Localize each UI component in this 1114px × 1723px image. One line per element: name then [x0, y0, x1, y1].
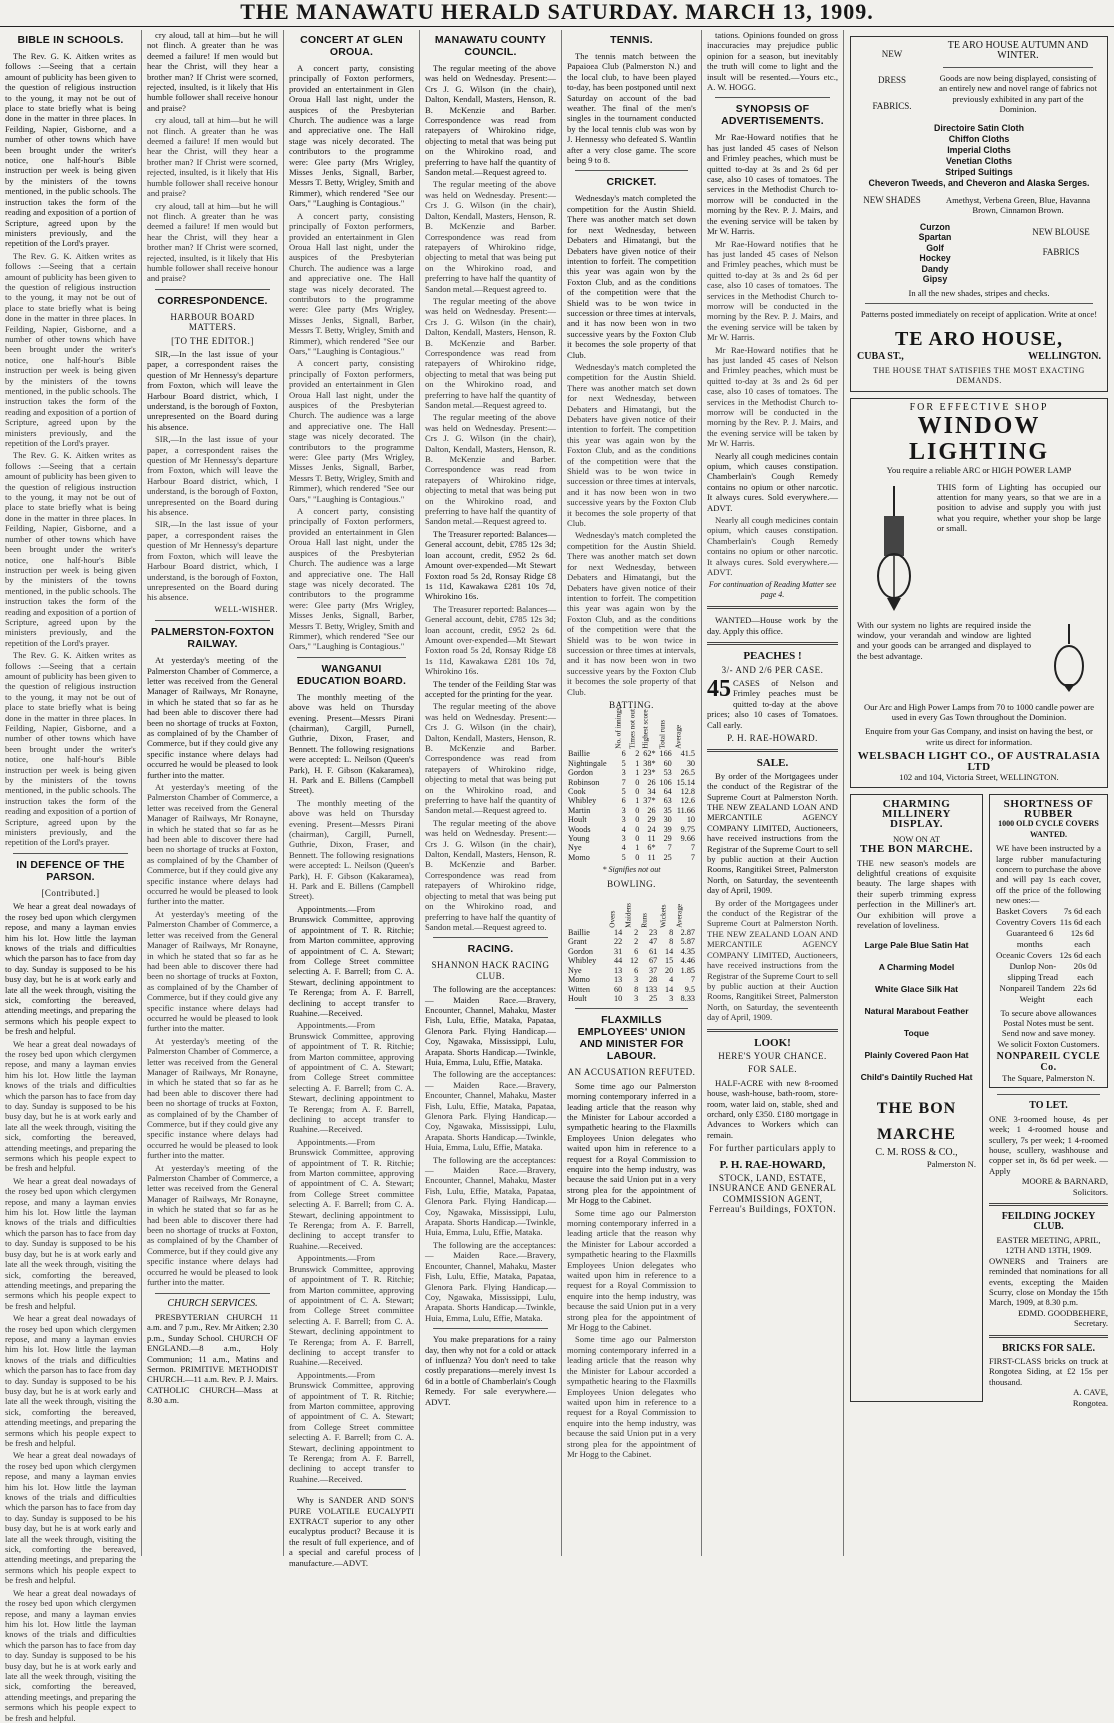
article-text: At yesterday's meeting of the Palmerston Chamber of Commerce, a letter was received from the General Manager of Railways, Mr Ronayne, in which he stated that so far as he had been able to discover there had been no shortage of trucks at Foxton, as complained of by the Chamber of Commerce, but if they could give any specific instance where delays had occurred he would be pleased to look further into the matter.: [147, 1162, 278, 1288]
contributed-label: [Contributed.]: [41, 887, 100, 898]
sale-title: SALE.: [756, 757, 789, 770]
headline-concert: CONCERT AT GLEN OROUA.: [300, 34, 403, 58]
jockey-text: OWNERS and Trainers are reminded that nominations for all events, excepting the Maiden Scurry, close on Monday the 15th March, 1909, at 8.30 p.m.: [989, 1255, 1108, 1308]
look-subtitle: HERE'S YOUR CHANCE.: [718, 1050, 827, 1061]
batting-row: Baillie 6 2 62* 166 41.5: [568, 749, 695, 759]
to-let-name: MOORE & BARNARD,: [1021, 1176, 1108, 1187]
article-text: At yesterday's meeting of the Palmerston Chamber of Commerce, a letter was received from the General Manager of Railways, Mr Ronayne, in which he stated that so far as he had been able to discover there had been no shortage of trucks at Foxton, as complained of by the Chamber of Commerce, but if they could give any specific instance where delays had occurred he would be pleased to look further into the matter.: [147, 782, 278, 907]
lighting-note: Our Arc and High Power Lamps from 70 to 1000 candle power are used in every Gas Town throughout the Dominion.: [863, 701, 1095, 723]
jockey-role: Secretary.: [1073, 1318, 1108, 1329]
article-text: The following are the acceptances:— Maiden Race.—Bravery, Encounter, Channel, Mahaku, Master Fish, Lulu, Effie, Mataka, Papataa, Glenora Park. Flying Handicap.—Coy, Ngawaka, Mississippi, Lulu, Arapata. Shorts Handicap.—Twinkle, Huia, Emma, Lulu, Effie, Mataka.: [425, 1154, 556, 1238]
article-text: Appointments.—From Brunswick Committee, approving of appointment of T. R. Ritchie; from Marton committee, approving of appointment of C. A. Stewart; from College Street committee selecting A. F. Barrell; from C. A. Stewart, declining appointment to Te Rerenga; from A. F. Barrell, declining to accept transfer to Ruahine.—Received.: [289, 1136, 414, 1251]
rubber-text: WE have been instructed by a large rubber manufacturing concern to purchase the above and will pay 1s each cover, off the price of the following new ones:—: [996, 843, 1101, 906]
peaches-text: CASES of Nelson and Frimley peaches must be quitted to-day at the above prices; also 10 cases of Tomatoes. Call early.: [707, 677, 838, 730]
bowling-row: Nye 13 6 37 20 1.85: [568, 965, 695, 975]
price-row: Guaranteed 6 months 12s 6d each: [1006, 927, 1094, 949]
lower-ads: [850, 794, 1108, 1408]
article-text: Appointments.—From Brunswick Committee, approving of appointment of T. R. Ritchie; from Marton committee, approving of appointment of C. A. Stewart; from College Street committee selecting A. F. Barrell; from C. A. Stewart, declining appointment to Te Rerenga; from A. F. Barrell, declining to accept transfer to Ruahine.—Received.: [289, 1369, 414, 1484]
divider: [707, 606, 838, 609]
article-text: The regular meeting of the above was held on Wednesday. Present:—Crs J. G. Wilson (in the chair), Dalton, Kendall, Masters, Henson, R. B. McKenzie and Barber. Correspondence was read from ratepayers of Whirokino ridge, objecting to metal that was being put on the Whirokino road, and preferring to have half the quantity of Sandon metal.—Request agreed to.: [425, 701, 556, 816]
article-text: Appointments.—From Brunswick Committee, approving of appointment of T. R. Ritchie; from Marton committee, approving of appointment of C. A. Stewart; from College Street committee selecting A. F. Barrell; from C. A. Stewart, declining appointment to Te Rerenga; from A. F. Barrell, declining to accept transfer to Ruahine.—Received.: [289, 903, 414, 1018]
article-text: The regular meeting of the above was held on Wednesday. Present:—Crs J. G. Wilson (in the chair), Dalton, Kendall, Masters, Henson, R. B. McKenzie and Barber. Correspondence was read from ratepayers of Whirokino ridge, objecting to metal that was being put on the Whirokino road, and preferring to have half the quantity of Sandon metal.—Request agreed to.: [425, 412, 556, 527]
article-text: The following are the acceptances:— Maiden Race.—Bravery, Encounter, Channel, Mahaku, Master Fish, Lulu, Effie, Mataka, Papataa, Glenora Park. Flying Handicap.—Coy, Ngawaka, Mississippi, Lulu, Arapata. Shorts Handicap.—Twinkle, Huia, Emma, Lulu, Effie, Mataka.: [425, 984, 556, 1067]
lighting-text: THIS form of Lighting has occupied our attention for many years, so that we are in a position to advise and supply you with just what you require, whether your shop be large or small.: [937, 481, 1101, 534]
subhead-shannon: SHANNON HACK RACING CLUB.: [431, 960, 550, 981]
divider: [155, 620, 270, 621]
headline-racing: RACING.: [467, 943, 514, 956]
article-text: Some time ago our Palmerston morning contemporary inferred in a leading article that the reason why the Minister for Labour accorded a sympathetic hearing to the Flaxmills Employees Union delegates who waited upon him in reference to a request for a Royal Commission to enquire into the hemp industry, was because the said Union put in a very strong plea for the appointment of Mr Hogg to the Cabinet.: [567, 1207, 696, 1333]
bowling-row: Baillie 14 2 23 8 2.87: [568, 928, 695, 938]
divider: [707, 749, 838, 752]
millinery-title: CHARMING MILLINERY DISPLAY.: [882, 797, 951, 831]
article-text: The Rev. G. K. Aitken writes as follows :—Seeing that a certain amount of publicity has been given to the question of religious instruction to the young, it may not be out of place to state briefly what is being done in the matter in three places. In Feilding, Napier, Gisborne, and a number of other towns which have been brought under the writer's notice, one half-hour's Bible instruction per week is being given by the ministers of the towns mentioned, in the public schools. The instruction takes the form of the reading and exposition of a portion of Scripture, agreed upon by the ministers previously, and the repetition of the Lord's prayer.: [5, 650, 136, 848]
continuation-note: For continuation of Reading Matter see page 4.: [708, 579, 837, 599]
article-text: cry aloud, tall at him—but he will not flinch. A greater than he was deemed a failure! If men would but hear the Christ, will they hear a brother man? If Christ were scorned, rejected, insulted, is it likely that His humble follower shall receive honour and praise?: [147, 30, 278, 113]
aro-shades-label: NEW SHADES: [863, 195, 921, 205]
column-1: [0, 30, 142, 1723]
jockey-title: FEILDING JOCKEY CLUB.: [1001, 1211, 1096, 1233]
divider: [433, 937, 548, 938]
subhead-harbour-board: HARBOUR BOARD MATTERS.: [170, 311, 255, 333]
peaches-price: 3/- AND 2/6 PER CASE.: [721, 664, 824, 675]
batting-row: Whibley 6 1 37* 63 12.6: [568, 796, 695, 806]
bowling-title: BOWLING.: [607, 878, 656, 889]
article-text: cry aloud, tall at him—but he will not flinch. A greater than he was deemed a failure! If men would but hear the Christ, will they hear a brother man? If Christ were scorned, rejected, insulted, is it likely that His humble follower shall receive honour and praise?: [147, 200, 278, 284]
article-text: The Treasurer reported: Balances—General account, debit, £785 12s 3d; loan account, credit, £952 2s 6d. Amount over-expended—Mt Stewart Foxton road 5s 2d, Ronsay Ridge £8 1s 11d, Kawakawa £281 10s 7d, Whirokino 16s.: [425, 528, 556, 602]
lighting-text-2: With our system no lights are required inside the window, your verandah and window are lighted and your goods can be arranged and displayed to the best advantage.: [857, 619, 1031, 661]
price-row: Dunlop Non-slipping Tread 20s 0d each: [1007, 960, 1097, 982]
headline-flaxmills: FLAXMILLS EMPLOYEES' UNION AND MINISTER FOR LABOUR.: [577, 1014, 686, 1063]
to-let-title: TO LET.: [1029, 1100, 1068, 1112]
lighting-subtitle: You require a reliable ARC or HIGH POWER LAMP: [886, 465, 1072, 476]
article-text: tations. Opinions founded on gross inaccuracies may prejudice public opinion for a season, but inevitably the truth will come to light and the insult will be resented.—Yours etc., A. W. HOGG.: [707, 30, 838, 93]
te-aro-house-ad: [850, 36, 1108, 392]
article-text: We hear a great deal nowadays of the rosey bed upon which clergymen repose, and many a layman envies him his lot. How little the layman knows of the trials and difficulties which the parson has to face from day to day. Sunday is supposed to be his busy day, but he is at work early and late all the week through, visiting the sick, comforting the bereaved, attending meetings, and preparing the sermons which his people expect to be fresh and helpful.: [5, 1038, 137, 1174]
millinery-now: NOW ON AT: [892, 833, 941, 844]
rubber-subtitle: 1000 OLD CYCLE COVERS WANTED.: [998, 819, 1099, 839]
bowling-row: Witten 60 8 133 14 9.5: [568, 984, 695, 994]
column-7-ads: [844, 30, 1114, 1556]
batting-row: Hoult 3 0 29 30 10: [568, 815, 695, 825]
subhead-accusation: AN ACCUSATION REFUTED.: [567, 1067, 696, 1078]
article-text: Mr Rae-Howard notifies that he has just landed 45 cases of Nelson and Frimley peaches, which must be quitted to-day at 3s and 2s 6d per case, also 10 cases of tomatoes. The services in the Methodist Church to-morrow will be conducted in the morning by the Rev. P. J. Mairs, and the evening service will be taken by Mr W. Harris.: [707, 344, 838, 449]
aro-blouse-list: Curzon Spartan Golf Hockey Dandy Gipsy: [918, 221, 952, 285]
rubber-price-list: [996, 906, 1101, 1005]
headline-railway: PALMERSTON-FOXTON RAILWAY.: [151, 626, 274, 651]
divider: [297, 657, 406, 658]
bon-owner: C. M. ROSS & CO.,: [875, 1147, 958, 1159]
divider: [575, 170, 688, 171]
article-text: Wednesday's match completed the competition for the Austin Shield. There was another match set down for next Wednesday, between Debaters and Himatangi, but the Debaters have given notice of their intention to forfeit. The competition this year was again won by the Foxton Club, and as the conditions of the competition were that the Shield was to be won twice in succession or three times at intervals, and it has now been won in two successive years by the Foxton Club it becomes the sole property of that Club.: [567, 361, 696, 529]
batting-row: Woods 4 0 24 39 9.75: [568, 824, 695, 834]
batting-row: Nye 4 1 6* 7 7: [568, 843, 695, 853]
look-text: HALF-ACRE with new 8-roomed house, wash-house, bath-room, store-room, water laid on, stable, shed and orchard, only £350. £180 mortgage in Advances to Workers which can remain.: [707, 1077, 838, 1140]
article-text: The tender of the Feilding Star was accepted for the printing for the year.: [425, 678, 556, 699]
batting-row: Momo 5 0 11 25 7: [568, 852, 695, 862]
article-text: We hear a great deal nowadays of the rosey bed upon which clergymen repose, and many a layman envies him his lot. How little the layman knows of the trials and difficulties which the parson has to face from day to day. Sunday is supposed to be his busy day, but he is at work early and late all the week through, visiting the sick, comforting the bereaved, attending meetings, and preparing the sermons which his people expect to be fresh and helpful.: [5, 1175, 137, 1311]
aro-left-labels: NEW DRESS FABRICS.: [872, 49, 912, 111]
article-text: Some time ago our Palmerston morning contemporary inferred in a leading article that the reason why the Minister for Labour accorded a sympathetic hearing to the Flaxmills Employees Union delegates who waited upon him in reference to a request for a Royal Commission to enquire into the hemp industry, was because the said Union put in a very strong plea for the appointment of Mr Hogg to the Cabinet.: [567, 1334, 696, 1459]
aro-street: CUBA ST.,: [857, 350, 904, 362]
article-text: Mr Rae-Howard notifies that he has just landed 45 cases of Nelson and Frimley peaches, which must be quitted to-day at 3s and 2s 6d per case, also 10 cases of tomatoes. The services in the Methodist Church to-morrow will be conducted in the morning by the Rev. P. J. Mairs, and the evening service will be taken by Mr W. Harris.: [707, 238, 838, 343]
article-text: The following are the acceptances:— Maiden Race.—Bravery, Encounter, Channel, Mahaku, Master Fish, Lulu, Effie, Mataka, Papataa, Glenora Park. Flying Handicap.—Coy, Ngawaka, Mississippi, Lulu, Arapata. Shorts Handicap.—Twinkle, Huia, Emma, Lulu, Effie, Mataka.: [425, 1069, 556, 1153]
letter-text: SIR,—In the last issue of your paper, a correspondent raises the question of Mr Hennessy's departure from Foxton, which will leave the Harbour Board district, which, I understand, is the borough of Foxton, unrepresented on the Board during his absence.: [147, 519, 278, 603]
advertisement-text: You make preparations for a rainy day, then why not for a cold or attack of influenza? You don't need to take costly preparations—merely invest 1s 6d in a bottle of Chamberlain's Cough Remedy. For sale everywhere.—ADVT.: [425, 1334, 556, 1407]
bowling-row: Hoult 10 3 25 3 8.33: [568, 993, 695, 1003]
price-row: Basket Covers 7s 6d each: [996, 905, 1101, 916]
article-text: The Rev. G. K. Aitken writes as follows :—Seeing that a certain amount of publicity has been given to the question of religious instruction to the young, it may not be out of place to state briefly what is being done in the matter in three places. In Feilding, Napier, Gisborne, and a number of other towns which have been brought under the writer's notice, one half-hour's Bible instruction per week is being given by the ministers of the towns mentioned, in the public schools. The instruction takes the form of the reading and exposition of a portion of Scripture, agreed upon by the ministers previously, and the repetition of the Lord's prayer.: [5, 250, 136, 449]
article-text: The regular meeting of the above was held on Wednesday. Present:—Crs J. G. Wilson (in the chair), Dalton, Kendall, Masters, Henson, R. B. McKenzie and Barber. Correspondence was read from ratepayers of Whirokino ridge, objecting to metal that was being put on the Whirokino road, and preferring to have half the quantity of Sandon metal.—Request agreed to.: [425, 179, 556, 294]
sale-text: By order of the Mortgagees under the conduct of the Registrar of the Supreme Court at Palmerston North. THE NEW ZEALAND LOAN AND MERCANTILE AGENCY COMPANY LIMITED, Auctioneers, have received instructions from the Registrar of the Supreme Court to sell by public auction at their Auction Rooms, Rangitikei Street, Palmerston North, on Saturday, the seventeenth day of April, 1909.: [707, 770, 838, 896]
rubber-allowance: To secure above allowances Postal Notes must be sent. Send now and save money. We solicit Foxton Customers.: [997, 1007, 1100, 1049]
article-text: The regular meeting of the above was held on Wednesday. Present:—Crs J. G. Wilson (in the chair), Dalton, Kendall, Masters, Henson, R. B. McKenzie and Barber. Correspondence was read from ratepayers of Whirokino ridge, objecting to metal that was being put on the Whirokino road, and preferring to have half the quantity of Sandon metal.—Request agreed to.: [425, 817, 556, 932]
letter-text: SIR,—In the last issue of your paper, a correspondent raises the question of Mr Hennessy's departure from Foxton, which will leave the Harbour Board district, which, I understand, is the borough of Foxton, unrepresented on the Board during his absence.: [147, 434, 278, 518]
headline-church-services: CHURCH SERVICES.: [167, 1297, 258, 1309]
wanted-ad: WANTED—House work by the day. Apply this office.: [707, 615, 838, 636]
batting-row: Young 3 0 11 29 9.66: [568, 834, 695, 844]
aro-shades: Amethyst, Verbena Green, Blue, Havanna Brown, Cinnamon Brown.: [945, 195, 1091, 216]
bricks-text: FIRST-CLASS bricks on truck at Rongotea Siding, at £2 15s per thousand.: [989, 1355, 1108, 1387]
peaches-ad: [707, 675, 838, 730]
column-3: [284, 30, 420, 1568]
rubber-ad: [989, 794, 1108, 1089]
aro-slogan: THE HOUSE THAT SATISFIES THE MOST EXACTING DEMANDS.: [873, 366, 1085, 386]
bowling-table: Overs Maidens Runs Wickets Average Baillie 14 2 23 8 2.87 Grant 22 2 47 8 5.87 Gordon 31 6 61 14 4.35 Whibley 44 12 67 15 4.46 Nye 13 6 37 20 1.85 Momo 13 3 28 4 7 Witten 60 8 133 14 9.5 Hoult 10 3 25 3 8.33: [568, 902, 695, 1003]
article-text: At yesterday's meeting of the Palmerston Chamber of Commerce, a letter was received from the General Manager of Railways, Mr Ronayne, in which he stated that so far as he had been able to discover there had been no shortage of trucks at Foxton, as complained of by the Chamber of Commerce, but if they could give any specific instance where delays had occurred he would be pleased to look further into the matter.: [147, 1035, 278, 1161]
bricks-town: Rongotea.: [1072, 1397, 1108, 1408]
bowling-row: Grant 22 2 47 8 5.87: [568, 937, 695, 947]
aro-headline: TE ARO HOUSE AUTUMN AND WINTER.: [947, 40, 1089, 62]
column-4: [420, 30, 562, 1556]
price-row: Nonpareil Tandem Weight 22s 6d each: [999, 982, 1097, 1004]
divider: [155, 1293, 270, 1294]
to-let-role: Solicitors.: [1072, 1186, 1108, 1197]
bowling-row: Whibley 44 12 67 15 4.46: [568, 956, 695, 966]
article-text: Some time ago our Palmerston morning contemporary inferred in a leading article that the reason why the Minister for Labour accorded a sympathetic hearing to the Flaxmills Employees Union delegates who waited upon him in reference to a request for a Royal Commission to enquire into the hemp industry, was because the said Union put in a very strong plea for the appointment of Mr Hogg to the Cabinet.: [567, 1080, 696, 1206]
lighting-enquire: Enquire from your Gas Company, and insist on having the best, or write us direct for information.: [865, 726, 1093, 747]
aro-city: WELLINGTON.: [1028, 350, 1101, 362]
article-text: A concert party, consisting principally of Foxton performers, provided an entertainment in Glen Oroua Hall last night, under the auspices of the Presbyterian Church. The audience was a large and appreciative one. The Hall stage was nicely decorated. The contributors to the programme were: Glee party (Mrs Wrigley, Misses Jenks, Signall, Barber, Messrs T. Betty, Wrigley, Smith and Rimmer), which rendered "See our Oars," "Laughing is Contagious.": [289, 210, 414, 356]
church-services-text: PRESBYTERIAN CHURCH 11 a.m. and 7 p.m., Rev. Mr Aitken; 2.30 p.m., Sunday School. CHURCH OF ENGLAND.—8 a.m., Holy Communion; 11 a.m., Matins and Sermon. PRIMITIVE METHODIST CHURCH.—11 a.m. Rev. P. J. Mairs. CATHOLIC CHURCH—Mass at 8.30 a.m.: [147, 1311, 278, 1406]
article-text: We hear a great deal nowadays of the rosey bed upon which clergymen repose, and many a layman envies him his lot. How little the layman knows of the trials and difficulties which the parson has to face from day to day. Sunday is supposed to be his busy day, but he is at work early and late all the week through, visiting the sick, comforting the bereaved, attending meetings, and preparing the sermons which his people expect to be fresh and helpful.: [5, 1587, 137, 1723]
article-text: The Rev. G. K. Aitken writes as follows :—Seeing that a certain amount of publicity has been given to the question of religious instruction to the young, it may not be out of place to state briefly what is being done in the matter in three places. In Feilding, Napier, Gisborne, and a number of other towns which have been brought under the writer's notice, one half-hour's Bible instruction per week is being given by the ministers of the towns mentioned, in the public schools. The instruction takes the form of the reading and exposition of a portion of Scripture, agreed upon by the ministers previously, and the repetition of the Lord's prayer.: [5, 450, 136, 648]
jockey-name: EDMD. GOODBEHERE,: [1018, 1307, 1108, 1318]
editor-label: [TO THE EDITOR.]: [171, 335, 254, 346]
divider: [13, 853, 128, 854]
look-apply: For further particulars apply to: [709, 1143, 836, 1154]
lighting-title: WINDOW LIGHTING: [908, 413, 1050, 466]
article-text: The monthly meeting of the above was held on Thursday evening. Present—Messrs Pirani (chairman), Cargill, Purnell, Guthrie, Dixon, Fraser, and Bennett. The following resignations were accepted: L. Neilson (Queen's Park), H. F. Gibson (Kakaramea), H. Park and E. Billens (Campbell Street).: [289, 797, 414, 902]
divider: [575, 1008, 688, 1009]
headline-education-board: WANGANUI EDUCATION BOARD.: [296, 662, 407, 687]
rubber-title: SHORTNESS OF RUBBER: [1003, 797, 1094, 820]
batting-row: Martin 3 0 26 35 11.66: [568, 805, 695, 815]
article-text: A concert party, consisting principally of Foxton performers, provided an entertainment in Glen Oroua Hall last night, under the auspices of the Presbyterian Church. The audience was a large and appreciative one. The Hall stage was nicely decorated. The contributors to the programme were: Glee party (Mrs Wrigley, Misses Jenks, Signall, Barber, Messrs T. Betty, Wrigley, Smith and Rimmer), which rendered "See our Oars," "Laughing is Contagious.": [289, 63, 414, 209]
batting-row: Nightingale 5 1 38* 60 30: [568, 758, 695, 768]
lighting-company: WELSBACH LIGHT CO., OF AUSTRALASIA LTD: [857, 750, 1101, 773]
price-row: Oceanic Covers 12s 6d each: [996, 949, 1101, 960]
headline-bible-in-schools: BIBLE IN SCHOOLS.: [17, 34, 124, 46]
millinery-ad: [850, 794, 983, 1402]
lamp-icon: [1049, 624, 1089, 694]
sale-text: By order of the Mortgagees under the conduct of the Registrar of the Supreme Court at Palmerston North. THE NEW ZEALAND LOAN AND MERCANTILE AGENCY COMPANY LIMITED, Auctioneers, have received instructions from the Registrar of the Supreme Court to sell by public auction at their Auction Rooms, Rangitikei Street, Palmerston North, on Saturday, the seventeenth day of April, 1909.: [707, 897, 838, 1023]
batting-title: BATTING.: [609, 699, 654, 710]
headline-defence-of-parson: IN DEFENCE OF THE PARSON.: [16, 858, 125, 883]
look-address: STOCK, LAND, ESTATE, INSURANCE AND GENERAL COMMISSION AGENT, Ferreau's Buildings, FOXTON.: [708, 1173, 837, 1215]
headline-county-council: MANAWATU COUNTY COUNCIL.: [434, 34, 547, 58]
divider: [433, 1328, 548, 1329]
millinery-bon: THE BON MARCHE.: [860, 843, 973, 856]
advertisement-text: Why is SANDER AND SON'S PURE VOLATILE EUCALYPTI EXTRACT superior to any other eucalyptus product? Because it is the result of full experience, and of a special and careful process of manufacture.—ADVT.: [289, 1495, 414, 1568]
batting-row: Robinson 7 0 26 106 15.14: [568, 777, 695, 787]
advertisement-text: Nearly all cough medicines contain opium, which causes constipation. Chamberlain's Cough Remedy contains no opium or other narcotic. It always cures. Sold everywhere.—ADVT.: [707, 450, 838, 513]
article-text: The Rev. G. K. Aitken writes as follows :—Seeing that a certain amount of publicity has been given to the question of religious instruction to the young, it may not be out of place to state briefly what is being done in the matter in three places. In Feilding, Napier, Gisborne, and a number of other towns which have been brought under the writer's notice, one half-hour's Bible instruction per week is being given by the ministers of the towns mentioned, in the public schools. The instruction takes the form of the reading and exposition of a portion of Scripture, agreed upon by the ministers previously, and the repetition of the Lord's prayer.: [5, 51, 136, 249]
bon-town: Palmerston N.: [926, 1158, 976, 1169]
aro-note: In all the new shades, stripes and checks.: [908, 287, 1050, 298]
headline-cricket: CRICKET.: [606, 176, 657, 189]
batting-note: * Signifies not out: [602, 865, 661, 875]
letter-signature: WELL-WISHER.: [214, 604, 278, 614]
look-name: P. H. RAE-HOWARD,: [719, 1158, 826, 1171]
bon-marche-logo: THE BON MARCHE: [876, 1100, 957, 1144]
aro-text: Goods are now being displayed, consisting of an entirely new and novel range of fabrics not previously exhibited in any part of the Dominion.: [939, 72, 1097, 115]
peaches-name: P. H. RAE-HOWARD.: [727, 732, 818, 743]
article-text: A concert party, consisting principally of Foxton performers, provided an entertainment in Glen Oroua Hall last night, under the auspices of the Presbyterian Church. The audience was a large and appreciative one. The Hall stage was nicely decorated. The contributors to the programme were: Glee party (Mrs Wrigley, Misses Jenks, Signall, Barber, Messrs T. Betty, Wrigley, Smith and Rimmer), which rendered "See our Oars," "Laughing is Contagious.": [289, 506, 414, 652]
article-text: A concert party, consisting principally of Foxton performers, provided an entertainment in Glen Oroua Hall last night, under the auspices of the Presbyterian Church. The audience was a large and appreciative one. The Hall stage was nicely decorated. The contributors to the programme were: Glee party (Mrs Wrigley, Misses Jenks, Signall, Barber, Messrs T. Betty, Wrigley, Smith and Rimmer), which rendered "See our Oars," "Laughing is Contagious.": [289, 358, 414, 504]
advertisement-text: Nearly all cough medicines contain opium, which causes constipation. Chamberlain's Cough Remedy contains no opium or other narcotic. It always cures. Sold everywhere.—ADVT.: [707, 515, 838, 578]
millinery-text: THE new season's models are delightful creations of exquisite beauty. The large shapes with their superb trimming express perfection in the Milliner's art. Our exhibition will prove a revelation of loveliness.: [857, 857, 976, 930]
letter-text: SIR,—In the last issue of your paper, a correspondent raises the question of Mr Hennessy's departure from Foxton, which will leave the Harbour Board district, which, I understand, is the borough of Foxton, unrepresented on the Board during his absence.: [147, 348, 278, 432]
article-text: cry aloud, tall at him—but he will not flinch. A greater than he was deemed a failure! If men would but hear the Christ, will they hear a brother man? If Christ were scorned, rejected, insulted, is it likely that His humble follower shall receive honour and praise?: [147, 115, 278, 199]
article-text: At yesterday's meeting of the Palmerston Chamber of Commerce, a letter was received from the General Manager of Railways, Mr Ronayne, in which he stated that so far as he had been able to discover there had been no shortage of trucks at Foxton, as complained of by the Chamber of Commerce, but if they could give any specific instance where delays had occurred he would be pleased to look further into the matter.: [147, 908, 278, 1034]
price-row: Coventry Covers 11s 6d each: [996, 916, 1101, 927]
article-text: The tennis match between the Papaioea Club (Palmerston N.) and the local club, to have been played to-day, has been postponed until next Saturday on account of the bad weather. The final of the men's singles in the tournament conducted by the local tennis club was won by J. Hennessy who defeated S. Wantlin after a very close game. The score being 9 to 8.: [567, 51, 696, 166]
bowling-row: Momo 13 3 28 4 7: [568, 975, 695, 985]
bowling-row: Gordon 31 6 61 14 4.35: [568, 946, 695, 956]
article-text: The regular meeting of the above was held on Wednesday. Present:—Crs J. G. Wilson (in the chair), Dalton, Kendall, Masters, Henson, R. B. McKenzie and Barber. Correspondence was read from ratepayers of Whirokino ridge, objecting to metal that was being put on the Whirokino road, and preferring to have half the quantity of Sandon metal.—Request agreed to.: [425, 295, 556, 410]
divider: [707, 642, 838, 645]
headline-tennis: TENNIS.: [610, 34, 653, 46]
jockey-subtitle: EASTER MEETING, APRIL, 12TH AND 13TH, 1909.: [996, 1234, 1101, 1256]
article-text: The following are the acceptances:— Maiden Race.—Bravery, Encounter, Channel, Mahaku, Master Fish, Lulu, Effie, Mataka, Papataa, Glenora Park. Flying Handicap.—Coy, Ngawaka, Mississippi, Lulu, Arapata. Shorts Handicap.—Twinkle, Huia, Emma, Lulu, Effie, Mataka.: [425, 1239, 556, 1323]
peaches-title: PEACHES !: [743, 650, 802, 663]
aro-name: TE ARO HOUSE,: [894, 327, 1064, 350]
article-text: Wednesday's match completed the competition for the Austin Shield. There was another match set down for next Wednesday, between Debaters and Himatangi, but the Debaters have given notice of their intention to forfeit. The competition this year was again won by the Foxton Club, and as the conditions of the competition were that the Shield was to be won twice in succession or three times at intervals, and it has now been won in two successive years by the Foxton Club it becomes the sole property of that Club.: [567, 530, 696, 697]
article-text: We hear a great deal nowadays of the rosey bed upon which clergymen repose, and many a layman envies him his lot. How little the layman knows of the trials and difficulties which the parson has to face from day to day. Sunday is supposed to be his busy day, but he is at work early and late all the week through, visiting the sick, comforting the bereaved, attending meetings, and preparing the sermons which his people expect to be fresh and helpful.: [5, 1313, 137, 1448]
headline-correspondence: CORRESPONDENCE.: [157, 294, 268, 307]
arc-lamp-icon: [869, 486, 919, 616]
bricks-title: BRICKS FOR SALE.: [1001, 1342, 1096, 1354]
column-5: [562, 30, 702, 1556]
divider: [297, 1489, 406, 1490]
article-text: At yesterday's meeting of the Palmerston Chamber of Commerce, a letter was received from the General Manager of Railways, Mr Ronayne, in which he stated that so far as he had been able to discover there had been no shortage of trucks at Foxton, as complained of by the Chamber of Commerce, but if they could give any specific instance where delays had occurred he would be pleased to look further into the matter.: [147, 655, 278, 780]
batting-table: No. of innings Times not out Highest score Total runs Average Baillie 6 2 62* 166 41.5 Nightingale 5 1 38* 60 30 Gordon 3 1 23* 53 26.5 Robinson 7 0 26 106 15.14 Cook 5 0 34 64 12.8 Whibley 6 1 37* 63 12.6 Martin 3 0 26 35 11.66 Hoult 3 0 29 30 10 Woods 4 0 24 39 9.75 Young 3 0 11 29 9.66 Nye 4 1 6* 7 7 Momo 5 0 11 25 7: [568, 707, 695, 862]
masthead: THE MANAWATU HERALD SATURDAY. MARCH 13, 1909.: [0, 0, 1114, 27]
aro-blouse-label: NEW BLOUSE FABRICS: [1032, 226, 1090, 257]
peaches-number: 45: [707, 675, 731, 702]
article-text: Appointments.—From Brunswick Committee, approving of appointment of T. R. Ritchie; from Marton committee, approving of appointment of C. A. Stewart; from College Street committee selecting A. F. Barrell; from C. A. Stewart, declining appointment to Te Rerenga; from A. F. Barrell, declining to accept transfer to Ruahine.—Received.: [289, 1253, 414, 1368]
millinery-items: Large Pale Blue Satin Hat A Charming Model White Glace Silk Hat Natural Marabout Feather Toque Plainly Covered Paon Hat Child's Daintily Ruched Hat: [860, 940, 973, 1083]
column-6: [702, 30, 844, 1556]
lighting-address: 102 and 104, Victoria Street, WELLINGTON.: [899, 772, 1059, 783]
lighting-top: FOR EFFECTIVE SHOP: [909, 401, 1049, 413]
article-text: We hear a great deal nowadays of the rosey bed upon which clergymen repose, and many a layman envies him his lot. How little the layman knows of the trials and difficulties which the parson has to face from day to day. Sunday is supposed to be his busy day, but he is at work early and late all the week through, visiting the sick, comforting the bereaved, attending meetings, and preparing the sermons which his people expect to be fresh and helpful.: [5, 901, 137, 1037]
window-lighting-ad: [850, 398, 1108, 788]
batting-row: Cook 5 0 34 64 12.8: [568, 787, 695, 796]
divider: [155, 289, 270, 290]
article-text: Wednesday's match completed the competition for the Austin Shield. There was another match set down for next Wednesday, between Debaters and Himatangi, but the Debaters have given notice of their intention to forfeit. The competition this year was again won by the Foxton Club, and as the conditions of the competition were that the Shield was to be won twice in succession or three times at intervals, and it has now been won in two successive years by the Foxton Club it becomes the sole property of that Club.: [567, 193, 696, 360]
headline-synopsis: SYNOPSIS OF ADVERTISEMENTS.: [721, 103, 824, 128]
aro-patterns: Patterns posted immediately on receipt of application. Write at once!: [860, 309, 1098, 320]
rubber-company: NONPAREIL CYCLE Co.: [996, 1051, 1101, 1073]
article-text: Mr Rae-Howard notifies that he has just landed 45 cases of Nelson and Frimley peaches, which must be quitted to-day at 3s and 2s 6d per case, also 10 cases of tomatoes. The services in the Methodist Church to-morrow will be conducted in the morning by the Rev. P. J. Mairs, and the evening service will be taken by Mr W. Harris.: [707, 132, 838, 237]
rubber-address: The Square, Palmerston N.: [1002, 1073, 1095, 1083]
to-let-text: ONE 3-roomed house, 4s per week; 1 4-roomed house and scullery, 7s per week; 1 4-roomed house, scullery, washhouse and copper set in, 8s 6d per week. —Apply: [989, 1113, 1108, 1176]
look-for-sale: FOR SALE.: [747, 1064, 797, 1075]
batting-row: Gordon 3 1 23* 53 26.5: [568, 768, 695, 778]
divider: [715, 97, 830, 98]
article-text: We hear a great deal nowadays of the rosey bed upon which clergymen repose, and many a layman envies him his lot. How little the layman knows of the trials and difficulties which the parson has to face from day to day. Sunday is supposed to be his busy day, but he is at work early and late all the week through, visiting the sick, comforting the bereaved, attending meetings, and preparing the sermons which his people expect to be fresh and helpful.: [5, 1450, 137, 1586]
article-text: Appointments.—From Brunswick Committee, approving of appointment of T. R. Ritchie; from Marton committee, approving of appointment of C. A. Stewart; from College Street committee selecting A. F. Barrell; from C. A. Stewart, declining appointment to Te Rerenga; from A. F. Barrell, declining to accept transfer to Ruahine.—Received.: [289, 1020, 414, 1135]
column-2: [142, 30, 284, 1556]
bricks-name: A. CAVE,: [1073, 1387, 1108, 1398]
article-text: The monthly meeting of the above was held on Thursday evening. Present—Messrs Pirani (chairman), Cargill, Purnell, Guthrie, Dixon, Fraser, and Bennett. The following resignations were accepted: L. Neilson (Queen's Park), H. F. Gibson (Kakaramea), H. Park and E. Billens (Campbell Street).: [289, 691, 414, 796]
article-text: The regular meeting of the above was held on Wednesday. Present:—Crs J. G. Wilson (in the chair), Dalton, Kendall, Masters, Henson, R. B. McKenzie and Barber. Correspondence was read from ratepayers of Whirokino ridge, objecting to metal that was being put on the Whirokino road, and preferring to have half the quantity of Sandon metal.—Request agreed to.: [425, 63, 556, 178]
article-text: The Treasurer reported: Balances—General account, debit, £785 12s 3d; loan account, credit, £952 2s 6d. Amount over-expended—Mt Stewart Foxton road 5s 2d, Ronsay Ridge £8 1s 11d, Kawakawa £281 10s 7d, Whirokino 16s.: [425, 603, 556, 677]
divider: [707, 1029, 838, 1032]
look-title: LOOK!: [754, 1036, 791, 1049]
aro-items: Directoire Satin Cloth Chiffon Cloths Imperial Cloths Venetian Cloths Striped Suitings Cheveron Tweeds, and Cheveron and Alaska Serges.: [868, 123, 1090, 188]
